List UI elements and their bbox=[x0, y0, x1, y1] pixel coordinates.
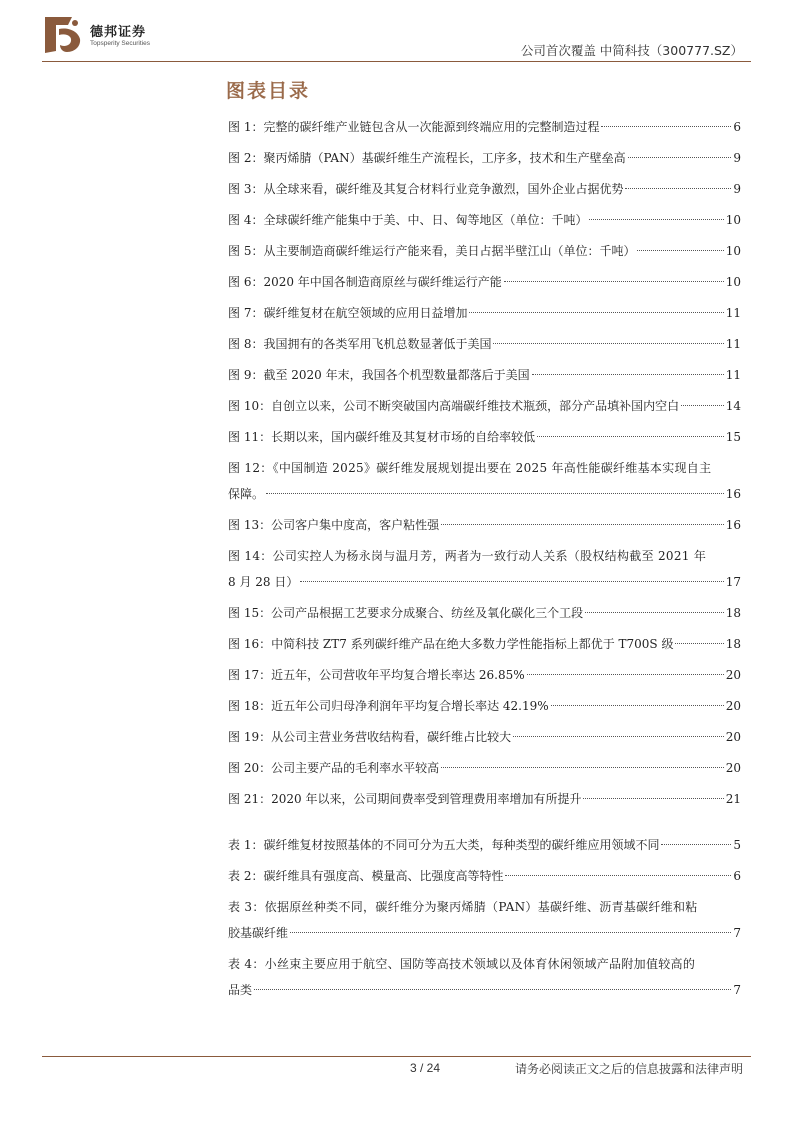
toc-entry-page: 10 bbox=[725, 213, 741, 227]
toc-entry-table-1[interactable] bbox=[228, 836, 741, 854]
toc-entry-figure-15[interactable] bbox=[228, 604, 741, 622]
leader-dots bbox=[527, 674, 724, 675]
toc-entry-text: 图 13：公司客户集中度高，客户粘性强 bbox=[228, 518, 440, 532]
toc-entry-page: 17 bbox=[725, 575, 741, 589]
toc-entry-figure-11[interactable] bbox=[228, 428, 741, 446]
leader-dots bbox=[469, 312, 723, 313]
toc-entry-page: 20 bbox=[725, 761, 741, 775]
logo-mark-icon bbox=[42, 15, 84, 55]
toc-entry-figure-21[interactable] bbox=[228, 790, 741, 808]
toc-entry-figure-18[interactable] bbox=[228, 697, 741, 715]
toc-entry-first-line: 表 3：依据原丝种类不同，碳纤维分为聚丙烯腈（PAN）基碳纤维、沥青基碳纤维和粘 bbox=[228, 900, 698, 914]
toc-entry-page: 15 bbox=[725, 430, 741, 444]
leader-dots bbox=[628, 157, 732, 158]
toc-entry-text: 图 7：碳纤维复材在航空领域的应用日益增加 bbox=[228, 306, 468, 320]
toc-entry-page: 10 bbox=[725, 275, 741, 289]
leader-dots bbox=[551, 705, 724, 706]
leader-dots bbox=[681, 405, 724, 406]
leader-dots bbox=[266, 493, 724, 494]
toc-entry-first-line: 图 14：公司实控人为杨永岗与温月芳，两者为一致行动人关系（股权结构截至 2021 年 bbox=[228, 549, 707, 563]
toc-entry-first-line: 图 12：《中国制造 2025》碳纤维发展规划提出要在 2025 年高性能碳纤维基本实现自主 bbox=[228, 461, 712, 475]
toc-entry-page: 16 bbox=[725, 518, 741, 532]
leader-dots bbox=[504, 281, 724, 282]
toc-entry-page: 6 bbox=[733, 869, 741, 883]
toc-entry-figure-4[interactable] bbox=[228, 211, 741, 229]
leader-dots bbox=[300, 581, 723, 582]
toc-entry-figure-19[interactable] bbox=[228, 728, 741, 746]
toc-entry-page: 20 bbox=[725, 699, 741, 713]
toc-entry-text: 图 16：中简科技 ZT7 系列碳纤维产品在绝大多数力学性能指标上都优于 T700S 级 bbox=[228, 637, 674, 651]
leader-dots bbox=[441, 524, 724, 525]
leader-dots bbox=[505, 875, 731, 876]
toc-entry-page: 10 bbox=[725, 244, 741, 258]
toc-entry-figure-8[interactable] bbox=[228, 335, 741, 353]
leader-dots bbox=[493, 343, 723, 344]
toc-entry-text: 图 21：2020 年以来，公司期间费率受到管理费用率增加有所提升 bbox=[228, 792, 582, 806]
toc-entry-figure-9[interactable] bbox=[228, 366, 741, 384]
toc-entry-text: 图 8：我国拥有的各类军用飞机总数显著低于美国 bbox=[228, 337, 492, 351]
logo-en-text: Topsperity Securities bbox=[90, 40, 150, 47]
toc-entry-table-2[interactable] bbox=[228, 867, 741, 885]
figure-list bbox=[228, 118, 741, 808]
toc-entry-text: 保障。 bbox=[228, 487, 265, 501]
toc-entry-text: 图 15：公司产品根据工艺要求分成聚合、纺丝及氧化碳化三个工段 bbox=[228, 606, 584, 620]
toc-entry-text: 图 1：完整的碳纤维产业链包含从一次能源到终端应用的完整制造过程 bbox=[228, 120, 600, 134]
toc-entry-text: 图 3：从全球来看，碳纤维及其复合材料行业竞争激烈，国外企业占据优势 bbox=[228, 182, 624, 196]
footer-page-number: 3 / 24 bbox=[410, 1061, 441, 1075]
company-logo bbox=[42, 15, 182, 57]
table-list bbox=[228, 836, 741, 999]
leader-dots bbox=[513, 736, 724, 737]
toc-entry-page: 9 bbox=[733, 182, 741, 196]
toc-entry-figure-17[interactable] bbox=[228, 666, 741, 684]
toc-entry-text: 图 18：近五年公司归母净利润年平均复合增长率达 42.19% bbox=[228, 699, 549, 713]
toc-entry-figure-12[interactable] bbox=[228, 459, 741, 503]
toc-entry-figure-13[interactable] bbox=[228, 516, 741, 534]
toc-entry-text: 图 17：近五年，公司营收年平均复合增长率达 26.85% bbox=[228, 668, 525, 682]
leader-dots bbox=[537, 436, 724, 437]
toc-entry-figure-7[interactable] bbox=[228, 304, 741, 322]
toc-entry-text: 品类 bbox=[228, 983, 253, 997]
toc-entry-page: 11 bbox=[725, 306, 741, 320]
footer-disclaimer: 请务必阅读正文之后的信息披露和法律声明 bbox=[514, 1062, 743, 1076]
toc-entry-page: 21 bbox=[725, 792, 741, 806]
page-title: 图表目录 bbox=[226, 80, 311, 102]
leader-dots bbox=[585, 612, 724, 613]
toc-entry-table-4[interactable] bbox=[228, 955, 741, 999]
header-company-ticker: 公司首次覆盖 中简科技（300777.SZ） bbox=[520, 43, 743, 58]
leader-dots bbox=[290, 932, 731, 933]
toc-entry-figure-14[interactable] bbox=[228, 547, 741, 591]
toc-entry-text: 8 月 28 日） bbox=[228, 575, 299, 589]
toc-entry-text: 表 2：碳纤维具有强度高、模量高、比强度高等特性 bbox=[228, 869, 504, 883]
toc-entry-page: 18 bbox=[725, 606, 741, 620]
toc-entry-page: 11 bbox=[725, 337, 741, 351]
toc-entry-page: 14 bbox=[725, 399, 741, 413]
leader-dots bbox=[532, 374, 724, 375]
toc-entry-page: 9 bbox=[733, 151, 741, 165]
toc-entry-figure-10[interactable] bbox=[228, 397, 741, 415]
leader-dots bbox=[661, 844, 731, 845]
toc-entry-figure-16[interactable] bbox=[228, 635, 741, 653]
toc-entry-first-line: 表 4：小丝束主要应用于航空、国防等高技术领域以及体育休闲领域产品附加值较高的 bbox=[228, 957, 696, 971]
leader-dots bbox=[441, 767, 724, 768]
toc-entry-text: 图 4：全球碳纤维产能集中于美、中、日、匈等地区（单位：千吨） bbox=[228, 213, 588, 227]
toc-entry-page: 7 bbox=[733, 983, 741, 997]
toc-entry-text: 图 2：聚丙烯腈（PAN）基碳纤维生产流程长，工序多，技术和生产壁垒高 bbox=[228, 151, 626, 165]
toc-entry-text: 图 6：2020 年中国各制造商原丝与碳纤维运行产能 bbox=[228, 275, 502, 289]
toc-entry-text: 图 9：截至 2020 年末，我国各个机型数量都落后于美国 bbox=[228, 368, 530, 382]
toc-entry-page: 20 bbox=[725, 730, 741, 744]
toc-entry-figure-6[interactable] bbox=[228, 273, 741, 291]
toc-entry-page: 16 bbox=[725, 487, 741, 501]
toc-entry-text: 胶基碳纤维 bbox=[228, 926, 289, 940]
toc-entry-page: 7 bbox=[733, 926, 741, 940]
toc-entry-page: 5 bbox=[733, 838, 741, 852]
toc-entry-page: 6 bbox=[733, 120, 741, 134]
leader-dots bbox=[254, 989, 731, 990]
toc-entry-page: 20 bbox=[725, 668, 741, 682]
leader-dots bbox=[583, 798, 723, 799]
leader-dots bbox=[601, 126, 731, 127]
logo-cn-text: 德邦证券 bbox=[90, 25, 147, 40]
toc-entry-text: 图 10：自创立以来，公司不断突破国内高端碳纤维技术瓶颈，部分产品填补国内空白 bbox=[228, 399, 680, 413]
toc-entry-table-3[interactable] bbox=[228, 898, 741, 942]
toc-entry-figure-1[interactable] bbox=[228, 118, 741, 136]
toc-entry-text: 图 19：从公司主营业务营收结构看，碳纤维占比较大 bbox=[228, 730, 512, 744]
toc-entry-page: 11 bbox=[725, 368, 741, 382]
toc-entry-figure-5[interactable] bbox=[228, 242, 741, 260]
toc-entry-figure-2[interactable] bbox=[228, 149, 741, 167]
toc-entry-text: 图 11：长期以来，国内碳纤维及其复材市场的自给率较低 bbox=[228, 430, 536, 444]
toc-entry-figure-20[interactable] bbox=[228, 759, 741, 777]
toc-entry-figure-3[interactable] bbox=[228, 180, 741, 198]
header-divider bbox=[42, 61, 751, 62]
toc-entry-text: 表 1：碳纤维复材按照基体的不同可分为五大类，每种类型的碳纤维应用领域不同 bbox=[228, 838, 660, 852]
leader-dots bbox=[589, 219, 723, 220]
toc-entry-text: 图 20：公司主要产品的毛利率水平较高 bbox=[228, 761, 440, 775]
leader-dots bbox=[675, 643, 723, 644]
leader-dots bbox=[625, 188, 731, 189]
footer-divider bbox=[42, 1056, 751, 1057]
toc-entry-text: 图 5：从主要制造商碳纤维运行产能来看，美日占据半壁江山（单位：千吨） bbox=[228, 244, 636, 258]
toc-entry-page: 18 bbox=[725, 637, 741, 651]
leader-dots bbox=[637, 250, 723, 251]
